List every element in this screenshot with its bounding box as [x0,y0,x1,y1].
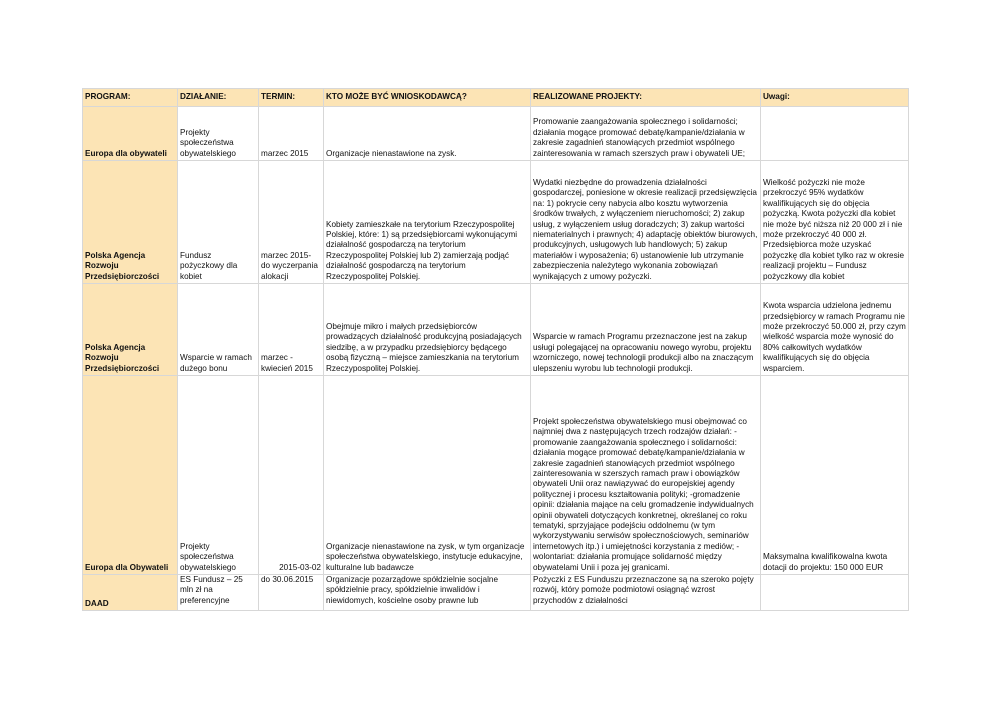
uwagi-cell: Maksymalna kwalifikowalna kwota dotacji do projektu: 150 000 EUR [761,376,909,575]
uwagi-cell: Wielkość pożyczki nie może przekroczyć 95% wydatków kwalifikujących się do objęcia pożyczką. Kwota pożyczki dla kobiet nie może być niższa niż 20 000 zł i nie może przekroczyć 40 000 zł. Przedsiębiorca może uzyskać pożyczkę dla kobiet tylko raz w okresie realizacji projektu – Fundusz pożyczkowy dla kobiet [761,161,909,284]
header-row [83,89,909,107]
program-cell: Polska Agencja Rozwoju Przedsiębiorczości [83,284,178,376]
termin-cell: marzec 2015 [259,107,324,161]
program-cell: Europa dla obywateli [83,107,178,161]
table-row [83,376,909,575]
kto-cell: Kobiety zamieszkałe na terytorium Rzeczypospolitej Polskiej, które: 1) są przedsiębiorcami wykonującymi działalność gospodarczą na terytorium Rzeczypospolitej Polskiej lub 2) zamierzają podjąć działalność gospodarczą na terytorium Rzeczypospolitej Polskiej. [324,161,531,284]
header-uwagi: Uwagi: [761,89,909,107]
header-termin: TERMIN: [259,89,324,107]
dzialanie-cell: ES Fundusz – 25 mln zł na preferencyjne [178,575,259,611]
realizowane-cell: Wydatki niezbędne do prowadzenia działalności gospodarczej, poniesione w okresie realizacji przedsięwzięcia na: 1) pokrycie ceny nabycia albo kosztu wytworzenia środków trwałych, z wyłączeniem nieruchomości; 2) zakup usług, z wyłączeniem usług doradczych; 3) zakup wartości niematerialnych i prawnych; 4) adaptację obiektów biurowych, produkcyjnych, usługowych lub handlowych; 5) zakup materiałów i wyposażenia; 6) ustanowienie lub utrzymanie zabezpieczenia należytego wykonania zobowiązań wynikających z umowy pożyczki. [531,161,761,284]
termin-cell: marzec 2015- do wyczerpania alokacji [259,161,324,284]
header-dzialanie: DZIAŁANIE: [178,89,259,107]
termin-cell: 2015-03-02 [259,376,324,575]
uwagi-cell: Kwota wsparcia udzielona jednemu przedsiębiorcy w ramach Programu nie może przekroczyć 50.000 zł, przy czym wielkość wsparcia może wynosić do 80% całkowitych wydatków kwalifikujących się do objęcia wsparciem. [761,284,909,376]
realizowane-cell: Pożyczki z ES Funduszu przeznaczone są na szeroko pojęty rozwój, który pomoże podmiotowi osiągnąć wzrost przychodów z działalności [531,575,761,611]
dzialanie-cell: Wsparcie w ramach dużego bonu [178,284,259,376]
table-row [83,161,909,284]
dzialanie-cell: Projekty społeczeństwa obywatelskiego [178,376,259,575]
kto-cell: Organizacje nienastawione na zysk, w tym organizacje społeczeństwa obywatelskiego, instytucje edukacyjne, kulturalne lub badawcze [324,376,531,575]
kto-cell: Obejmuje mikro i małych przedsiębiorców prowadzących działalność produkcyjną posiadających siedzibę, a w przypadku przedsiębiorcy będącego osobą fizyczną – miejsce zamieszkania na terytorium Rzeczypospolitej Polskiej. [324,284,531,376]
funding-table [82,88,909,611]
program-cell: Polska Agencja Rozwoju Przedsiębiorczości [83,161,178,284]
kto-cell: Organizacje nienastawione na zysk. [324,107,531,161]
header-realizowane: REALIZOWANE PROJEKTY: [531,89,761,107]
program-cell: DAAD [83,575,178,611]
dzialanie-cell: Fundusz pożyczkowy dla kobiet [178,161,259,284]
table-row [83,107,909,161]
dzialanie-cell: Projekty społeczeństwa obywatelskiego [178,107,259,161]
table-row [83,284,909,376]
realizowane-cell: Wsparcie w ramach Programu przeznaczone jest na zakup usługi polegającej na opracowaniu nowego wyrobu, projektu wzorniczego, nowej technologii produkcji albo na znaczącym ulepszeniu wyrobu lub technologii produkcji. [531,284,761,376]
realizowane-cell: Projekt społeczeństwa obywatelskiego musi obejmować co najmniej dwa z następujących trzech rodzajów działań: -promowanie zaangażowania społecznego i solidarności: działania mogące promować debatę/kampanie/działania w zakresie zagadnień stanowiących przedmiot wspólnego zainteresowania w szerszych ramach praw i obowiązków obywateli Unii oraz nawiązywać do europejskiej agendy politycznej i procesu kształtowania polityki; -gromadzenie opinii: działania mające na celu gromadzenie indywidualnych opinii obywateli dotyczących konkretnej, określanej co roku tematyki, sprzyjające podejściu oddolnemu (w tym wykorzystywaniu serwisów społecznościowych, seminariów internetowych itp.) i umiejętności korzystania z mediów; -wolontariat: działania promujące solidarność między obywatelami Unii i poza jej granicami. [531,376,761,575]
header-program: PROGRAM: [83,89,178,107]
realizowane-cell: Promowanie zaangażowania społecznego i solidarności; działania mogące promować debatę/kampanie/działania w zakresie zagadnień stanowiących przedmiot wspólnego zainteresowania w ramach szerszych praw i obywateli UE; [531,107,761,161]
uwagi-cell [761,107,909,161]
header-kto: KTO MOŻE BYĆ WNIOSKODAWCĄ? [324,89,531,107]
table-row [83,575,909,611]
kto-cell: Organizacje pozarządowe spółdzielnie socjalne spółdzielnie pracy, spółdzielnie inwalidów i niewidomych, kościelne osoby prawne lub [324,575,531,611]
program-cell: Europa dla Obywateli [83,376,178,575]
termin-cell: marzec - kwiecień 2015 [259,284,324,376]
termin-cell: do 30.06.2015 [259,575,324,611]
uwagi-cell [761,575,909,611]
